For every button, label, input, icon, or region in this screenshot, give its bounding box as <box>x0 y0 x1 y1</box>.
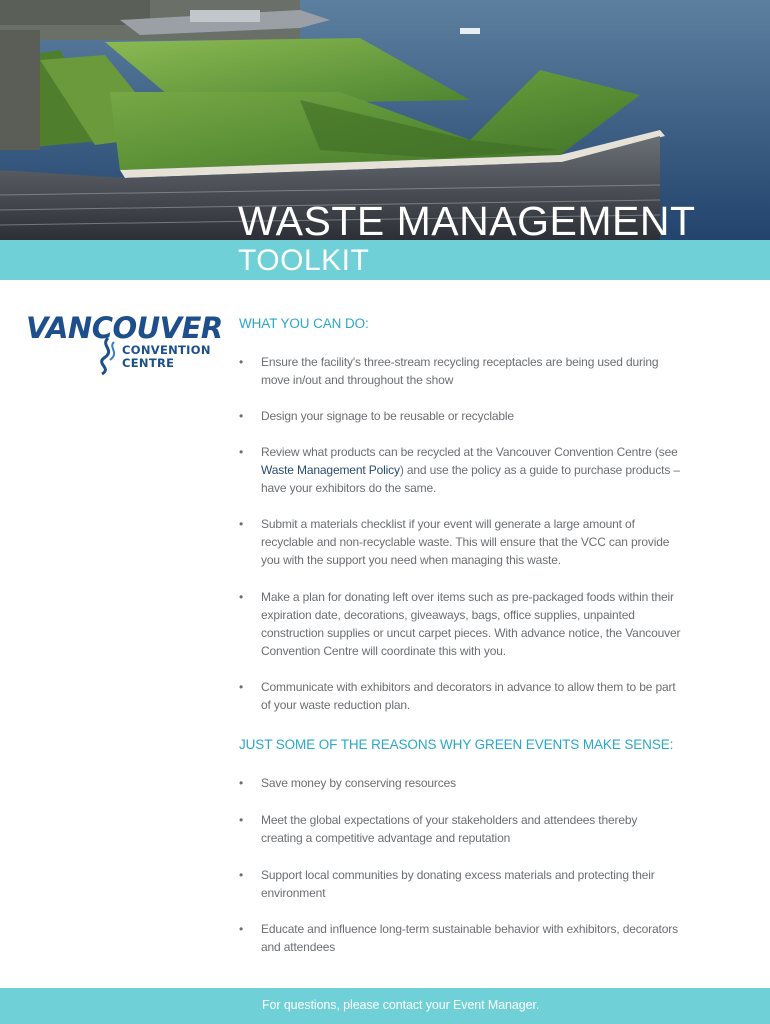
bullet-dot-icon: • <box>239 590 244 604</box>
list-item-text: Make a plan for donating left over items such as pre-packaged foods within their expiration date, decorations, giveaways, bags, office supplies, unpainted construction supplies or uncut carpet pieces. With advance notice, the Vancouver Convention Centre will coordinate this with you. <box>261 590 681 658</box>
bullet-dot-icon: • <box>239 776 244 790</box>
list-item <box>239 866 681 902</box>
waste-management-policy-link[interactable]: Waste Management Policy <box>261 463 400 477</box>
list-item-text: Ensure the facility's three-stream recycling receptacles are being used during move in/out and throughout the show <box>261 355 659 387</box>
list-item-text: ) and use the policy as a guide to purchase products – have your exhibitors do the same. <box>261 463 680 495</box>
bullet-dot-icon: • <box>239 517 244 531</box>
section-heading-reasons: JUST SOME OF THE REASONS WHY GREEN EVENTS MAKE SENSE: <box>239 737 674 752</box>
logo-line-1: CONVENTION <box>122 343 211 357</box>
logo-subtitle <box>122 344 232 370</box>
list-item-text: Meet the global expectations of your stakeholders and attendees thereby creating a competitive advantage and reputation <box>261 813 638 845</box>
bullet-dot-icon: • <box>239 868 244 882</box>
list-item-text: Design your signage to be reusable or recyclable <box>261 409 514 423</box>
section-heading-what-you-can-do: WHAT YOU CAN DO: <box>239 316 369 331</box>
list-item-text: Support local communities by donating excess materials and protecting their environment <box>261 868 655 900</box>
bullet-dot-icon: • <box>239 445 244 459</box>
list-item <box>239 407 681 425</box>
list-item <box>239 811 681 847</box>
list-item-text: Communicate with exhibitors and decorators in advance to allow them to be part of your waste reduction plan. <box>261 680 676 712</box>
bullet-dot-icon: • <box>239 813 244 827</box>
page-subtitle: TOOLKIT <box>238 244 370 277</box>
list-item <box>239 678 681 714</box>
list-item-text: Educate and influence long-term sustainable behavior with exhibitors, decorators and attendees <box>261 922 678 954</box>
list-item-text: Save money by conserving resources <box>261 776 456 790</box>
vancouver-convention-centre-logo <box>26 311 223 374</box>
bullet-dot-icon: • <box>239 355 244 369</box>
list-item-text: Submit a materials checklist if your event will generate a large amount of recyclable and non-recyclable waste. This will ensure that the VCC can provide you with the support you need when managing this waste. <box>261 517 670 567</box>
bullet-dot-icon: • <box>239 409 244 423</box>
bullet-dot-icon: • <box>239 680 244 694</box>
list-item <box>239 515 681 569</box>
list-item <box>239 443 681 497</box>
list-item <box>239 774 681 792</box>
list-item <box>239 920 681 956</box>
logo-wordmark: VANCOUVER <box>26 311 223 345</box>
page-title: WASTE MANAGEMENT <box>238 198 696 244</box>
list-item <box>239 353 681 389</box>
footer-contact-text: For questions, please contact your Event Manager. <box>262 998 540 1012</box>
list-item <box>239 588 681 660</box>
logo-swirl-icon <box>92 336 124 376</box>
bullet-dot-icon: • <box>239 922 244 936</box>
logo-line-2: CENTRE <box>122 356 175 370</box>
list-item-text: Review what products can be recycled at the Vancouver Convention Centre (see <box>261 445 678 459</box>
title-band <box>0 240 770 280</box>
